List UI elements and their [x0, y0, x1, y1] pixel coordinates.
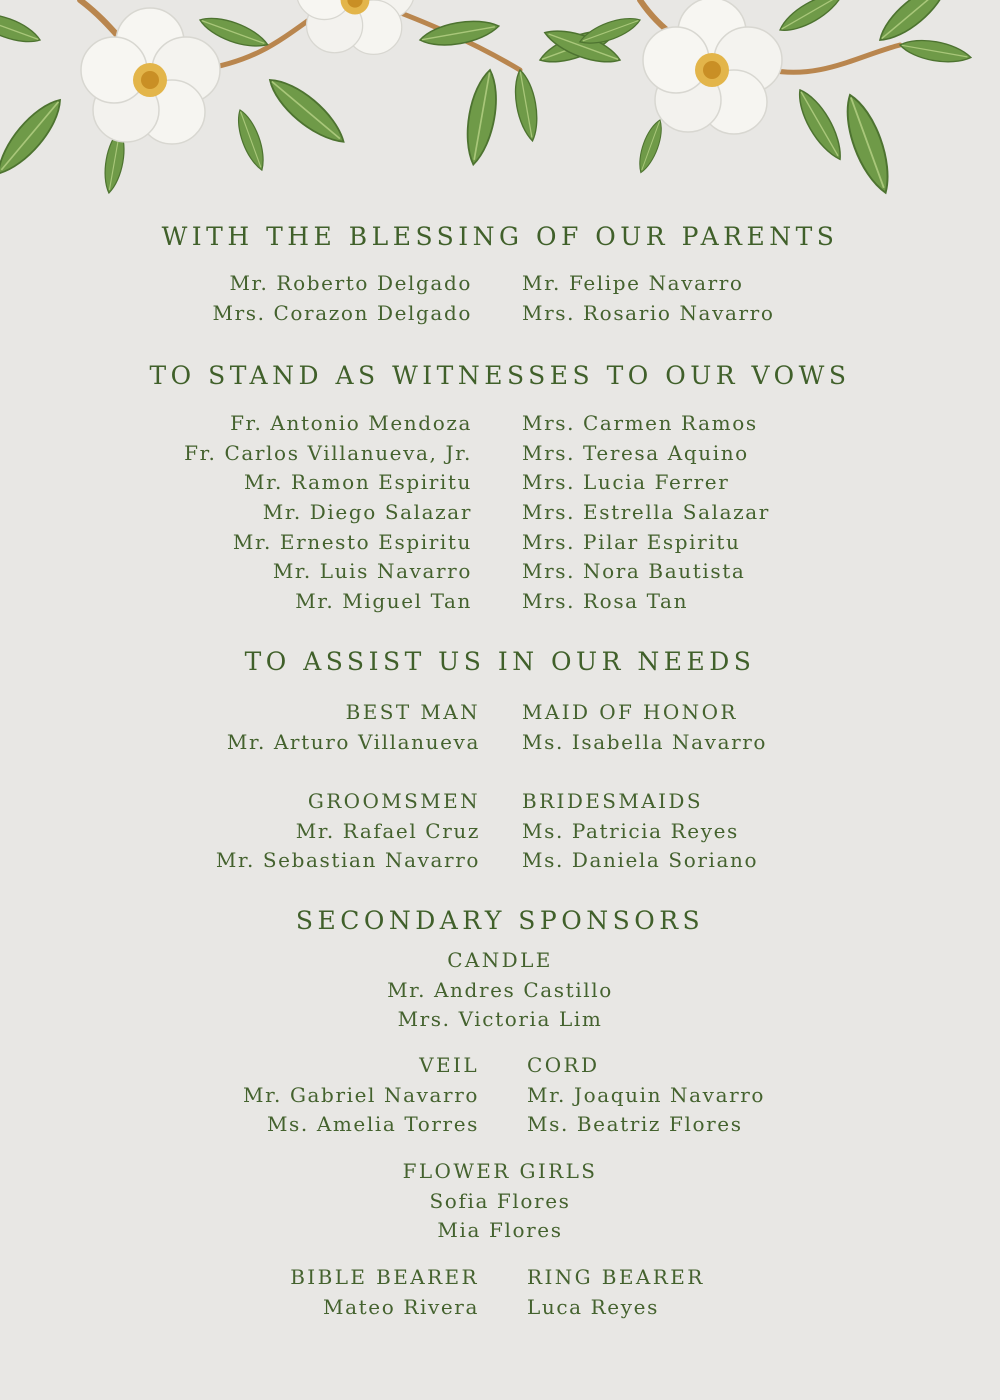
needs-heading: TO ASSIST US IN OUR NEEDS — [244, 647, 756, 676]
witness-name: Mrs. Carmen Ramos — [522, 411, 758, 435]
maid-of-honor-name: Ms. Isabella Navarro — [522, 729, 768, 754]
maid-of-honor-label: MAID OF HONOR — [522, 700, 738, 724]
witness-name: Mr. Luis Navarro — [272, 559, 472, 584]
white-flower-icon — [81, 0, 782, 144]
floral-garland — [0, 0, 1000, 210]
parents-heading: WITH THE BLESSING OF OUR PARENTS — [161, 222, 839, 251]
witness-name: Mrs. Lucia Ferrer — [522, 470, 730, 495]
maid-of-honor-block — [522, 698, 767, 757]
witness-name: Mr. Ernesto Espiritu — [232, 529, 472, 554]
bible-bearer-name: Mateo Rivera — [323, 1294, 479, 1319]
cord-sponsor-name: Mr. Joaquin Navarro — [527, 1082, 766, 1107]
veil-label: VEIL — [419, 1053, 479, 1077]
witness-name: Mrs. Nora Bautista — [522, 559, 746, 584]
cord-block — [527, 1051, 765, 1140]
bible-bearer-block — [290, 1263, 479, 1322]
witness-name: Mrs. Rosa Tan — [522, 589, 689, 614]
parents-groom-side — [522, 269, 774, 328]
ring-bearer-block — [527, 1263, 705, 1322]
flower-girl-name: Sofia Flores — [429, 1188, 571, 1213]
groomsmen-label: GROOMSMEN — [307, 789, 480, 813]
flower-girls-block — [0, 1157, 1000, 1246]
parent-name: Mrs. Corazon Delgado — [212, 300, 472, 325]
parent-name: Mrs. Rosario Navarro — [522, 300, 775, 325]
candle-sponsor-name: Mr. Andres Castillo — [387, 977, 613, 1002]
best-man-name: Mr. Arturo Villanueva — [226, 729, 480, 754]
witnesses-male — [184, 409, 472, 617]
ring-bearer-label: RING BEARER — [527, 1265, 705, 1289]
candle-block — [0, 946, 1000, 1035]
witness-name: Mr. Miguel Tan — [295, 589, 472, 614]
cord-sponsor-name: Ms. Beatriz Flores — [527, 1112, 743, 1137]
flower-girl-name: Mia Flores — [437, 1218, 563, 1243]
veil-sponsor-name: Ms. Amelia Torres — [266, 1112, 479, 1137]
secondary-heading: SECONDARY SPONSORS — [295, 906, 705, 935]
best-man-block — [227, 698, 480, 757]
witness-name: Mrs. Teresa Aquino — [522, 440, 749, 465]
ring-bearer-name: Luca Reyes — [527, 1294, 659, 1319]
witness-name: Mr. Ramon Espiritu — [244, 470, 472, 495]
best-man-label: BEST MAN — [345, 700, 480, 724]
groomsmen-block — [216, 787, 480, 876]
witness-name: Fr. Antonio Mendoza — [230, 411, 472, 435]
bridesmaids-label: BRIDESMAIDS — [522, 789, 703, 813]
groomsman-name: Mr. Rafael Cruz — [295, 818, 480, 843]
witnesses-female — [522, 409, 770, 617]
candle-sponsor-name: Mrs. Victoria Lim — [397, 1007, 603, 1032]
veil-sponsor-name: Mr. Gabriel Navarro — [242, 1082, 479, 1107]
bridesmaids-block — [522, 787, 758, 876]
groomsman-name: Mr. Sebastian Navarro — [215, 848, 480, 873]
candle-label: CANDLE — [447, 948, 553, 972]
witness-name: Mrs. Pilar Espiritu — [522, 529, 741, 554]
witness-name: Mrs. Estrella Salazar — [522, 500, 770, 525]
bridesmaid-name: Ms. Daniela Soriano — [522, 848, 759, 873]
parent-name: Mr. Roberto Delgado — [229, 271, 472, 295]
flower-girls-label: FLOWER GIRLS — [402, 1159, 598, 1183]
witnesses-heading: TO STAND AS WITNESSES TO OUR VOWS — [149, 361, 851, 390]
cord-label: CORD — [527, 1053, 600, 1077]
veil-block — [243, 1051, 479, 1140]
parents-bride-side — [213, 269, 473, 328]
parent-name: Mr. Felipe Navarro — [522, 271, 744, 295]
witness-name: Mr. Diego Salazar — [262, 500, 472, 525]
bible-bearer-label: BIBLE BEARER — [290, 1265, 479, 1289]
bridesmaid-name: Ms. Patricia Reyes — [522, 818, 739, 843]
witness-name: Fr. Carlos Villanueva, Jr. — [184, 440, 472, 465]
